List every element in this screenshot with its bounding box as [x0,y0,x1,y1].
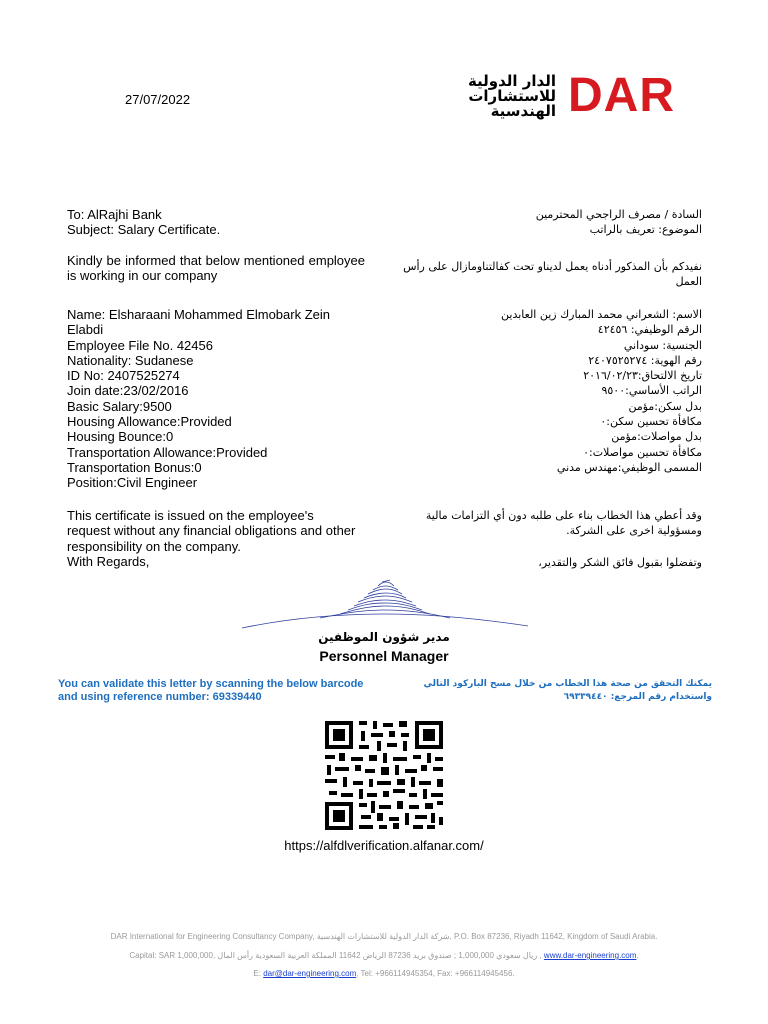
company-logo-arabic [466,74,556,119]
footer-line-2 [0,950,768,961]
logo-arabic-line: للاستشارات [468,87,556,105]
verification-qr-code[interactable] [323,719,445,832]
detail-line: Employee File No. 42456 [67,337,213,353]
detail-line-arabic: الاسم: الشعراني محمد المبارك زين العابدين [501,308,702,321]
footer-line-3 [0,968,768,979]
detail-line-arabic: تاريخ الالتحاق:٢٠١٦/٠٢/٢٣ [583,369,702,383]
recipient: To: AlRajhi Bank [67,207,162,222]
employee-details-english [67,307,367,491]
signature-title-english: Personnel Manager [319,648,449,664]
detail-line: Elabdi [67,322,104,338]
detail-line-arabic: مكافأة تحسين سكن:٠ [600,415,702,429]
signature-graphic [240,576,530,632]
logo-arabic-line: الهندسية [490,102,556,120]
validation-line: and using reference number: 69339440 [58,691,262,703]
closing-text: This certificate is issued on the employee's request without any financial obligations and other responsibility on the company. [67,508,356,554]
validation-notice-english [58,678,398,704]
intro-arabic: نفيدكم بأن المذكور أدناه يعمل لديناو تحت كفالتناومازال على رأس العمل [403,260,702,289]
detail-line: Position:Civil Engineer [67,475,198,491]
footer-email-link[interactable]: dar@dar-engineering.com [263,969,357,978]
detail-line-arabic: الرقم الوظيفي: ٤٢٤٥٦ [597,323,702,337]
letter-english [67,207,365,238]
footer-punct: . [636,951,639,960]
detail-line: Transportation Bonus:0 [67,459,202,475]
detail-line: Housing Allowance:Provided [67,414,232,430]
letter-arabic [400,207,702,238]
intro-english: Kindly be informed that below mentioned employee is working in our company [67,253,365,284]
detail-line-arabic: بدل سكن:مؤمن [628,399,702,413]
letter-date: 27/07/2022 [125,92,191,107]
detail-line-arabic: الجنسية: سوداني [623,338,702,352]
employee-details-arabic [420,307,702,475]
detail-line-arabic: المسمى الوظيفي:مهندس مدني [556,460,702,474]
detail-line-arabic: الراتب الأساسي:٩٥٠٠ [601,384,702,398]
detail-line: Transportation Allowance:Provided [67,444,268,460]
validation-line-arabic: يمكنك التحقق من صحة هذا الخطاب من خلال مسح الباركود التالي [423,679,712,689]
verification-url[interactable]: https://alfdlverification.alfanar.com/ [284,838,484,853]
detail-line: Housing Bounce:0 [67,429,174,445]
detail-line-arabic: رقم الهوية: ٢٤٠٧٥٢٥٢٧٤ [588,353,702,367]
validation-line-arabic: واستخدام رقم المرجع: ٦٩٣٣٩٤٤٠ [563,692,712,702]
detail-line: Join date:23/02/2016 [67,383,189,399]
validation-notice-arabic [400,678,712,704]
company-logo-brand: DAR [568,69,675,122]
signature-title-arabic: مدير شؤون الموظفين [318,630,450,644]
regards: With Regards, [67,553,150,569]
detail-line-arabic: مكافأة تحسين مواصلات:٠ [583,445,702,459]
detail-line: Name: Elsharaani Mohammed Elmobark Zein [67,307,330,322]
detail-line-arabic: بدل مواصلات:مؤمن [611,430,702,444]
closing-english [67,508,357,569]
recipient-arabic: السادة / مصرف الراجحي المحترمين [535,208,702,221]
subject-arabic: الموضوع: تعريف بالراتب [589,223,702,237]
detail-line: Nationality: Sudanese [67,352,194,368]
closing-arabic: وقد أعطي هذا الخطاب بناء على طلبه دون أي التزامات مالية ومسؤولية اخرى على الشركة. [425,509,702,538]
regards-arabic: وتفضلوا بقبول فائق الشكر والتقدير، [538,556,702,569]
footer-capital: Capital: SAR 1,000,000, ريال سعودي 1,000,000 ; صندوق بريد 87236 الرياض 11642 المملكة العربية السعودية رأس المال , [129,951,542,960]
footer-email-label: E: [253,969,261,978]
footer-contact: , Tel: +966114945354, Fax: +966114945456. [356,969,515,978]
subject: Subject: Salary Certificate. [67,222,221,238]
validation-line: You can validate this letter by scanning the below barcode [58,678,364,690]
detail-line: Basic Salary:9500 [67,398,172,414]
footer-website-link[interactable]: www.dar-engineering.com [543,951,637,960]
logo-arabic-line: الدار الدولية [467,72,556,90]
footer-line-1: DAR International for Engineering Consultancy Company, شركة الدار الدولية للاستشارات الهندسية, P.O. Box 87236, Riyadh 11642, Kingdom of Saudi Arabia. [110,932,658,941]
detail-line: ID No: 2407525274 [67,368,180,384]
